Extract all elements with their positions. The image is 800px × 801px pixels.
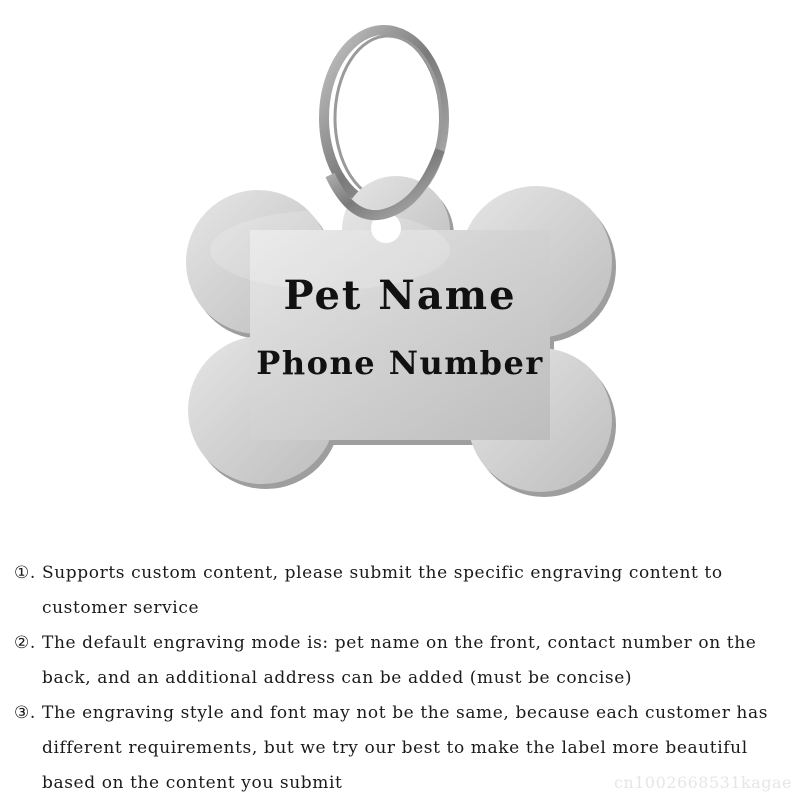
engraving-notes-list xyxy=(14,556,794,801)
note-item-2 xyxy=(14,626,794,696)
note-item-1 xyxy=(14,556,794,626)
note-text: Supports custom content, please submit the specific engraving content to customer service xyxy=(42,563,723,618)
note-number: ③. xyxy=(14,703,36,723)
note-text: The engraving style and font may not be the same, because each customer has different requirements, but we try our best to make the label more beautiful based on the content you submit xyxy=(42,703,769,793)
bone-tag-body xyxy=(186,176,616,497)
engraving-pet-name: Pet Name xyxy=(283,272,517,319)
watermark: cn1002668531kagae xyxy=(613,773,792,792)
note-text: The default engraving mode is: pet name on the front, contact number on the back, and an additional address can be added (must be concise) xyxy=(42,633,757,688)
engraving-phone-number: Phone Number xyxy=(256,344,544,382)
note-number: ②. xyxy=(14,633,36,653)
note-number: ①. xyxy=(14,563,36,583)
